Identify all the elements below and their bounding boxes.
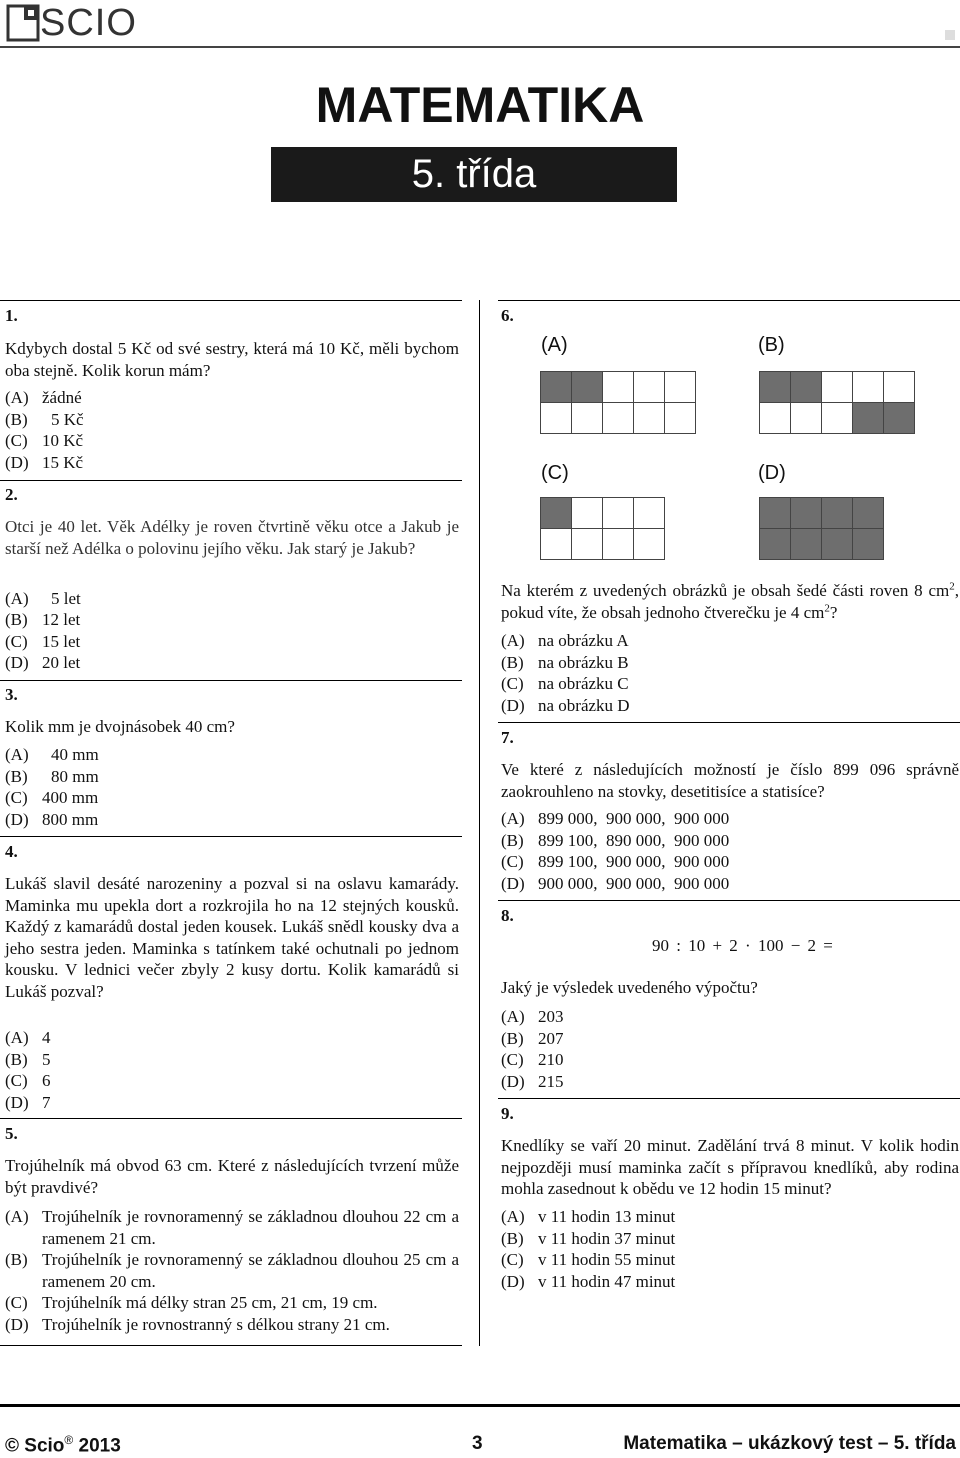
option-letter: (B) bbox=[501, 1029, 524, 1048]
option-letter: (C) bbox=[501, 674, 524, 693]
option-text: v 11 hodin 13 minut bbox=[538, 1207, 676, 1226]
grid-cell-shaded bbox=[572, 372, 603, 403]
option-letter: (C) bbox=[501, 1250, 524, 1269]
question-text: Otci je 40 let. Věk Adélky je roven čtvrtině věku otce a Jakub je starší než Adélka o polovinu jejího věku. Jak starý je Jakub? bbox=[5, 517, 459, 558]
option-text: Trojúhelník je rovnoramenný se základnou dlouhou 25 cm a ramenem 20 cm. bbox=[42, 1250, 459, 1291]
answer-option[interactable] bbox=[5, 1092, 51, 1114]
equation: 90 : 10 + 2 · 100 − 2 = bbox=[652, 936, 833, 955]
grid-cell bbox=[853, 372, 884, 403]
option-text: 15 let bbox=[42, 632, 81, 651]
option-letter: (D) bbox=[5, 653, 29, 672]
question-text: Trojúhelník má obvod 63 cm. Které z následujících tvrzení může být pravdivé? bbox=[5, 1156, 459, 1197]
option-letter: (B) bbox=[5, 1050, 28, 1069]
option-letter: (D) bbox=[5, 810, 29, 829]
question-number: 1. bbox=[5, 306, 18, 325]
grid-cell bbox=[634, 372, 665, 403]
question-rule bbox=[0, 1345, 462, 1346]
option-text: 800 mm bbox=[42, 810, 99, 829]
option-text: 10 Kč bbox=[42, 431, 84, 450]
answer-option[interactable] bbox=[5, 809, 98, 831]
figure-grid-d bbox=[759, 497, 884, 560]
figure-label-d: (D) bbox=[758, 462, 786, 484]
option-text: na obrázku A bbox=[538, 631, 629, 650]
question-rule bbox=[0, 300, 462, 301]
header-divider bbox=[0, 46, 960, 48]
answer-option[interactable] bbox=[501, 1049, 564, 1071]
grid-cell-shaded bbox=[822, 498, 853, 529]
page-header bbox=[0, 0, 960, 48]
page-title: MATEMATIKA bbox=[315, 77, 645, 133]
option-letter: (C) bbox=[501, 1050, 524, 1069]
option-letter: (C) bbox=[5, 1293, 28, 1312]
answer-option[interactable] bbox=[5, 787, 98, 809]
grid-cell bbox=[541, 403, 572, 434]
grid-cell bbox=[634, 403, 665, 434]
option-text: 899 100, 900 000, 900 000 bbox=[538, 852, 730, 871]
grid-cell-shaded bbox=[791, 529, 822, 560]
grid-cell-shaded bbox=[791, 372, 822, 403]
superscript: 2 bbox=[824, 601, 830, 614]
option-letter: (B) bbox=[5, 767, 28, 786]
answer-option[interactable] bbox=[5, 1070, 51, 1092]
option-letter: (B) bbox=[5, 1250, 28, 1269]
answer-option[interactable] bbox=[5, 452, 83, 474]
grid-cell-shaded bbox=[541, 372, 572, 403]
option-text: v 11 hodin 55 minut bbox=[538, 1250, 676, 1269]
answer-option[interactable] bbox=[501, 673, 629, 695]
option-text: Trojúhelník je rovnoramenný se základnou dlouhou 22 cm a ramenem 21 cm. bbox=[42, 1207, 459, 1248]
option-letter: (C) bbox=[5, 1071, 28, 1090]
grid-cell bbox=[822, 372, 853, 403]
option-text: 899 000, 900 000, 900 000 bbox=[538, 809, 730, 828]
grid-cell bbox=[822, 403, 853, 434]
question-text: Knedlíky se vaří 20 minut. Zadělání trvá 8 minut. V kolik hodin nejpozději musí maminka začít s přípravou knedlíků, aby rodina mohla zasednout k obědu ve 12 hodin 15 minut? bbox=[501, 1136, 959, 1198]
question-rule bbox=[498, 1098, 960, 1099]
figure-grid-c bbox=[540, 497, 665, 560]
page-number: 3 bbox=[472, 1433, 483, 1454]
question-text-part: Na kterém z uvedených obrázků je obsah šedé části roven 8 cm bbox=[501, 581, 950, 600]
option-letter: (D) bbox=[5, 1093, 29, 1112]
option-text: 203 bbox=[538, 1007, 564, 1026]
answer-option[interactable] bbox=[5, 1206, 459, 1249]
option-text: na obrázku B bbox=[538, 653, 629, 672]
answer-option[interactable] bbox=[5, 631, 80, 653]
option-text: 15 Kč bbox=[42, 453, 84, 472]
option-text: Trojúhelník má délky stran 25 cm, 21 cm, 19 cm. bbox=[42, 1293, 378, 1312]
option-letter: (B) bbox=[501, 653, 524, 672]
answer-option[interactable] bbox=[501, 1228, 675, 1250]
grid-cell bbox=[665, 403, 696, 434]
question-number: 3. bbox=[5, 685, 18, 704]
option-text: na obrázku D bbox=[538, 696, 630, 715]
footer-copyright bbox=[5, 1433, 121, 1457]
question-text: Lukáš slavil desáté narozeniny a pozval si na oslavu kamarády. Maminka mu upekla dort a rozkrojila ho na 12 stejných kousků. Každý z kamarádů dostal jeden kousek. Lukáš snědl kousky dva a jeho sestra jeden. Maminka s tatínkem také ochutnali po jednom kousku. V lednici večer zbyly 2 kusy dortu. Kolik kamarádů si Lukáš pozval? bbox=[5, 874, 459, 1001]
grid-cell bbox=[791, 403, 822, 434]
footer-year: 2013 bbox=[78, 1435, 121, 1457]
grade-banner bbox=[271, 147, 677, 202]
question-text: Ve které z následujících možností je číslo 899 096 správně zaokrouhleno na stovky, desetitisíce a statisíce? bbox=[501, 760, 959, 801]
question-rule bbox=[498, 900, 960, 901]
option-letter: (C) bbox=[501, 852, 524, 871]
figure-label-b: (B) bbox=[758, 334, 785, 356]
question-text: Kdybych dostal 5 Kč od své sestry, která má 10 Kč, měli bychom oba stejně. Kolik korun mám? bbox=[5, 339, 459, 380]
column-divider bbox=[479, 300, 480, 1346]
option-letter: (A) bbox=[5, 589, 29, 608]
option-letter: (C) bbox=[5, 431, 28, 450]
grid-cell bbox=[603, 498, 634, 529]
answer-option[interactable] bbox=[5, 744, 99, 766]
option-text: 40 mm bbox=[51, 745, 99, 764]
answer-option[interactable] bbox=[501, 808, 729, 830]
grid-cell bbox=[603, 372, 634, 403]
question-text: Jaký je výsledek uvedeného výpočtu? bbox=[501, 978, 758, 997]
option-letter: (B) bbox=[5, 610, 28, 629]
grid-cell bbox=[541, 529, 572, 560]
option-letter: (D) bbox=[5, 453, 29, 472]
answer-option[interactable] bbox=[5, 1049, 51, 1071]
answer-option[interactable] bbox=[501, 1028, 564, 1050]
option-text: 899 100, 890 000, 900 000 bbox=[538, 831, 730, 850]
option-text: 5 let bbox=[51, 589, 81, 608]
grid-cell bbox=[572, 403, 603, 434]
question-text-part: , pokud víte, že obsah jednoho čtverečku je 4 cm bbox=[501, 581, 959, 622]
option-text: Trojúhelník je rovnostranný s délkou strany 21 cm. bbox=[42, 1315, 390, 1334]
grid-cell-shaded bbox=[853, 403, 884, 434]
grid-cell-shaded bbox=[853, 529, 884, 560]
grid-cell-shaded bbox=[822, 529, 853, 560]
header-square-icon bbox=[945, 30, 955, 40]
figure-grid-b bbox=[759, 371, 915, 434]
answer-option[interactable] bbox=[501, 873, 729, 895]
grid-cell-shaded bbox=[791, 498, 822, 529]
option-letter: (A) bbox=[501, 809, 525, 828]
answer-option[interactable] bbox=[501, 1071, 564, 1093]
question-number: 8. bbox=[501, 906, 514, 925]
option-text: 5 Kč bbox=[51, 410, 84, 429]
answer-option[interactable] bbox=[5, 430, 83, 452]
question-text-part: ? bbox=[829, 602, 838, 622]
grid-cell-shaded bbox=[760, 529, 791, 560]
question-rule bbox=[0, 680, 462, 681]
option-letter: (A) bbox=[501, 631, 525, 650]
grid-cell bbox=[634, 498, 665, 529]
option-letter: (D) bbox=[501, 696, 525, 715]
question-rule bbox=[0, 1118, 462, 1119]
footer-document-title: Matematika – ukázkový test – 5. třída bbox=[623, 1433, 956, 1454]
answer-option[interactable] bbox=[501, 1006, 564, 1028]
answer-option[interactable] bbox=[501, 630, 629, 652]
grid-cell-shaded bbox=[541, 498, 572, 529]
grid-cell bbox=[665, 372, 696, 403]
logo-text: SCIO bbox=[40, 2, 137, 44]
question-number: 5. bbox=[5, 1124, 18, 1143]
option-text: 400 mm bbox=[42, 788, 99, 807]
answer-option[interactable] bbox=[501, 1206, 675, 1228]
superscript: 2 bbox=[949, 580, 955, 593]
registered-mark: ® bbox=[64, 1433, 74, 1447]
answer-option[interactable] bbox=[5, 409, 84, 431]
option-letter: (B) bbox=[5, 410, 28, 429]
option-text: v 11 hodin 37 minut bbox=[538, 1229, 676, 1248]
question-number: 9. bbox=[501, 1104, 514, 1123]
answer-option[interactable] bbox=[501, 695, 630, 717]
grid-cell bbox=[634, 529, 665, 560]
answer-option[interactable] bbox=[5, 1027, 51, 1049]
grid-cell-shaded bbox=[760, 372, 791, 403]
question-number: 4. bbox=[5, 842, 18, 861]
option-letter: (A) bbox=[501, 1207, 525, 1226]
option-letter: (D) bbox=[501, 1072, 525, 1091]
option-letter: (A) bbox=[5, 1207, 29, 1226]
copyright-text: © Scio bbox=[5, 1435, 65, 1457]
grade-label: 5. třída bbox=[411, 152, 537, 196]
grid-cell-shaded bbox=[853, 498, 884, 529]
question-rule bbox=[498, 722, 960, 723]
option-text: v 11 hodin 47 minut bbox=[538, 1272, 676, 1291]
question-number: 2. bbox=[5, 485, 18, 504]
option-text: na obrázku C bbox=[538, 674, 629, 693]
question-number: 6. bbox=[501, 306, 514, 325]
option-text: 210 bbox=[538, 1050, 564, 1069]
option-letter: (D) bbox=[501, 1272, 525, 1291]
grid-cell bbox=[572, 498, 603, 529]
option-text: 215 bbox=[538, 1072, 564, 1091]
footer-divider bbox=[0, 1404, 960, 1407]
answer-option[interactable] bbox=[5, 1314, 390, 1336]
answer-option[interactable] bbox=[501, 652, 629, 674]
option-letter: (C) bbox=[5, 632, 28, 651]
grid-cell bbox=[572, 529, 603, 560]
answer-option[interactable] bbox=[5, 588, 81, 610]
option-text: 7 bbox=[42, 1093, 51, 1112]
option-letter: (C) bbox=[5, 788, 28, 807]
answer-option[interactable] bbox=[501, 830, 729, 852]
question-rule bbox=[0, 836, 462, 837]
option-text: 5 bbox=[42, 1050, 51, 1069]
question-rule bbox=[0, 480, 462, 481]
answer-option[interactable] bbox=[5, 609, 80, 631]
option-text: 20 let bbox=[42, 653, 81, 672]
option-text: 12 let bbox=[42, 610, 81, 629]
option-letter: (A) bbox=[5, 745, 29, 764]
option-text: žádné bbox=[42, 388, 82, 407]
grid-cell-shaded bbox=[884, 403, 915, 434]
option-letter: (B) bbox=[501, 1229, 524, 1248]
option-text: 80 mm bbox=[51, 767, 99, 786]
answer-option[interactable] bbox=[501, 851, 729, 873]
option-letter: (A) bbox=[5, 388, 29, 407]
answer-option[interactable] bbox=[5, 1249, 459, 1292]
figure-label-c: (C) bbox=[541, 462, 569, 484]
option-letter: (A) bbox=[5, 1028, 29, 1047]
grid-cell bbox=[760, 403, 791, 434]
answer-option[interactable] bbox=[5, 1292, 378, 1314]
answer-option[interactable] bbox=[5, 387, 82, 409]
grid-cell bbox=[603, 403, 634, 434]
option-text: 4 bbox=[42, 1028, 51, 1047]
question-number: 7. bbox=[501, 728, 514, 747]
option-letter: (A) bbox=[501, 1007, 525, 1026]
option-text: 207 bbox=[538, 1029, 564, 1048]
option-letter: (D) bbox=[501, 874, 525, 893]
option-text: 900 000, 900 000, 900 000 bbox=[538, 874, 730, 893]
question-text bbox=[501, 580, 959, 623]
answer-option[interactable] bbox=[5, 766, 99, 788]
answer-option[interactable] bbox=[501, 1271, 675, 1293]
question-text: Kolik mm je dvojnásobek 40 cm? bbox=[5, 717, 235, 736]
answer-option[interactable] bbox=[501, 1249, 675, 1271]
option-letter: (B) bbox=[501, 831, 524, 850]
answer-option[interactable] bbox=[5, 652, 80, 674]
figure-grid-a bbox=[540, 371, 696, 434]
option-letter: (D) bbox=[5, 1315, 29, 1334]
question-rule bbox=[498, 300, 960, 301]
figure-label-a: (A) bbox=[541, 334, 568, 356]
grid-cell bbox=[603, 529, 634, 560]
grid-cell-shaded bbox=[760, 498, 791, 529]
grid-cell bbox=[884, 372, 915, 403]
option-text: 6 bbox=[42, 1071, 51, 1090]
